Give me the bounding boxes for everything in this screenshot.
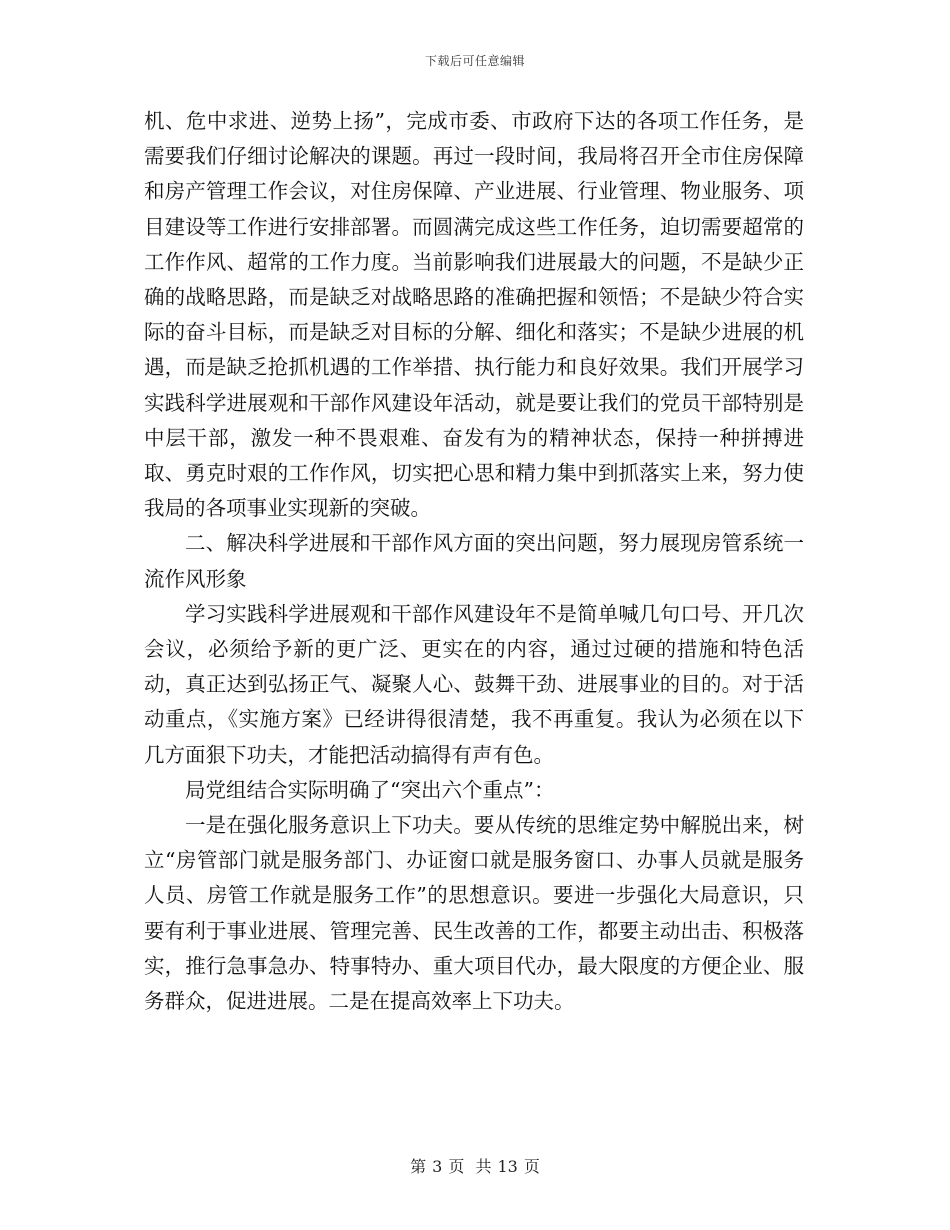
document-body — [144, 104, 804, 1019]
footer-middle: 页 共 — [448, 1157, 492, 1176]
page-footer — [0, 1154, 950, 1177]
paragraph-3: 学习实践科学进展观和干部作风建设年不是简单喊几句口号、开几次会议，必须给予新的更广泛、更实在的内容，通过过硬的措施和特色活动，真正达到弘扬正气、凝聚人心、鼓舞干劲、进展事业的目的。对于活动重点，《实施方案》已经讲得很清楚，我不再重复。我认为必须在以下几方面狠下功夫，才能把活动搞得有声有色。 — [144, 601, 804, 767]
section-heading-2: 二、解决科学进展和干部作风方面的突出问题，努力展现房管系统一流作风形象 — [144, 531, 804, 591]
footer-total-pages: 13 — [497, 1157, 518, 1176]
footer-page-number: 3 — [432, 1157, 443, 1176]
paragraph-4: 局党组结合实际明确了“突出六个重点”： — [185, 777, 555, 802]
page-header-note: 下载后可任意编辑 — [424, 54, 525, 68]
paragraph-5: 一是在强化服务意识上下功夫。要从传统的思维定势中解脱出来，树立“房管部门就是服务部门、办证窗口就是服务窗口、办事人员就是服务人员、房管工作就是服务工作”的思想意识。要进一步强化大局意识，只要有利于事业进展、管理完善、民生改善的工作，都要主动出击、积极落实，推行急事急办、特事特办、重大项目代办，最大限度的方便企业、服务群众，促进进展。二是在提高效率上下功夫。 — [144, 813, 804, 1014]
footer-prefix: 第 — [410, 1157, 427, 1176]
paragraph-1: 机、危中求进、逆势上扬”，完成市委、市政府下达的各项工作任务，是需要我们仔细讨论解决的课题。再过一段时间，我局将召开全市住房保障和房产管理工作会议，对住房保障、产业进展、行业管理、物业服务、项目建设等工作进行安排部署。而圆满完成这些工作任务，迫切需要超常的工作作风、超常的工作力度。当前影响我们进展最大的问题，不是缺少正确的战略思路，而是缺乏对战略思路的准确把握和领悟；不是缺少符合实际的奋斗目标，而是缺乏对目标的分解、细化和落实；不是缺少进展的机遇，而是缺乏抢抓机遇的工作举措、执行能力和良好效果。我们开展学习实践科学进展观和干部作风建设年活动，就是要让我们的党员干部特别是中层干部，激发一种不畏艰难、奋发有为的精神状态，保持一种拼搏进取、勇克时艰的工作作风，切实把心思和精力集中到抓落实上来，努力使我局的各项事业实现新的突破。 — [144, 109, 804, 521]
footer-suffix: 页 — [523, 1157, 540, 1176]
